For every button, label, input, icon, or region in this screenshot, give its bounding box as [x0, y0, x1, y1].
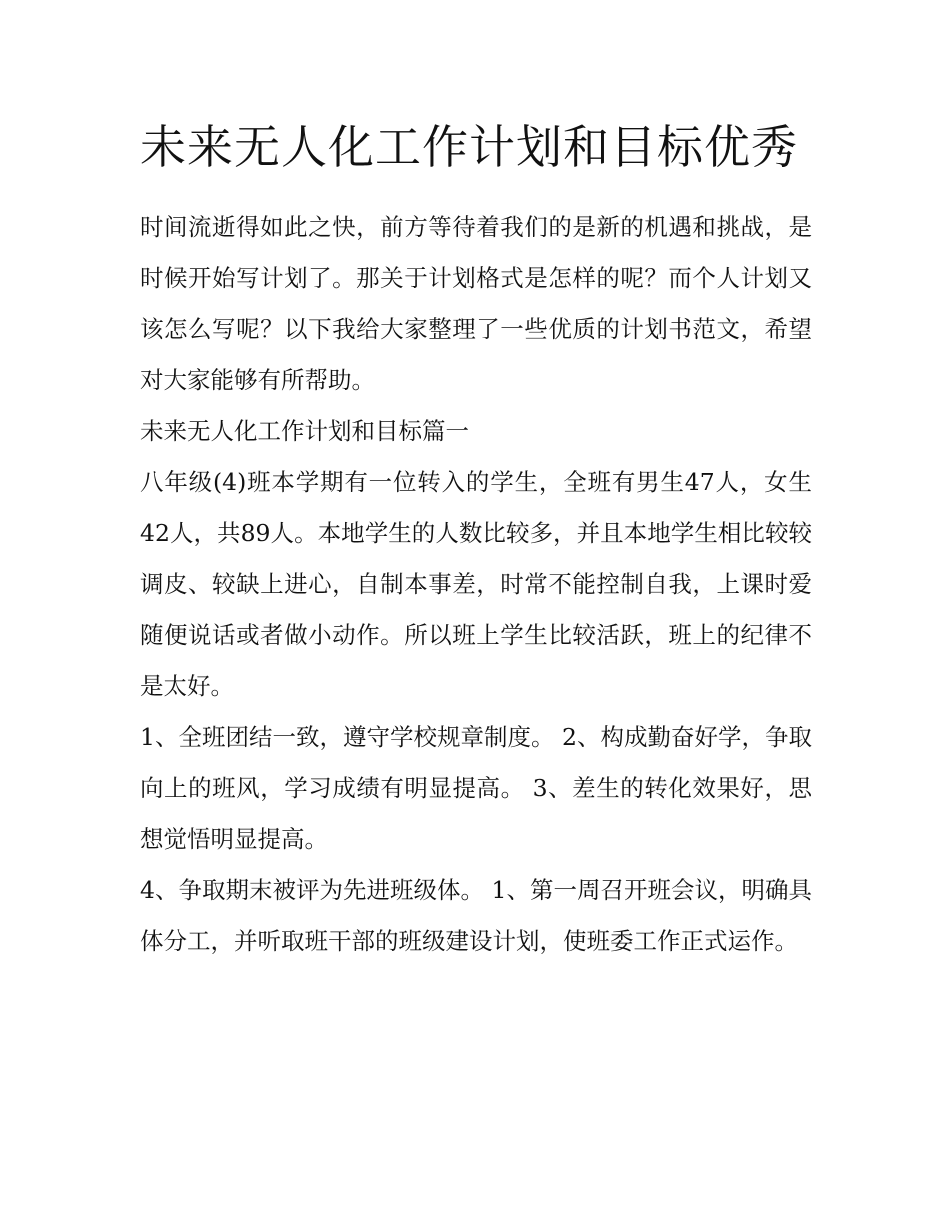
- document-body: [140, 112, 812, 967]
- measures-paragraph: 4、争取期末被评为先进班级体。 1、第一周召开班会议，明确具体分工，并听取班干部的班级建设计划，使班委工作正式运作。: [140, 876, 812, 955]
- goals-paragraph: 1、全班团结一致，遵守学校规章制度。 2、构成勤奋好学，争取向上的班风，学习成绩有明显提高。 3、差生的转化效果好，思想觉悟明显提高。: [140, 723, 812, 853]
- intro-paragraph: 时间流逝得如此之快，前方等待着我们的是新的机遇和挑战，是时候开始写计划了。那关于计划格式是怎样的呢？而个人计划又该怎么写呢？以下我给大家整理了一些优质的计划书范文，希望对大家能够有所帮助。: [140, 213, 812, 394]
- section-heading: 未来无人化工作计划和目标篇一: [140, 417, 469, 445]
- document-title: 未来无人化工作计划和目标优秀: [140, 120, 798, 174]
- class-situation-paragraph: 八年级(4)班本学期有一位转入的学生，全班有男生47人，女生42人，共89人。本地学生的人数比较多，并且本地学生相比较较调皮、较缺上进心，自制本事差，时常不能控制自我，上课时爱随便说话或者做小动作。所以班上学生比较活跃，班上的纪律不是太好。: [140, 468, 812, 700]
